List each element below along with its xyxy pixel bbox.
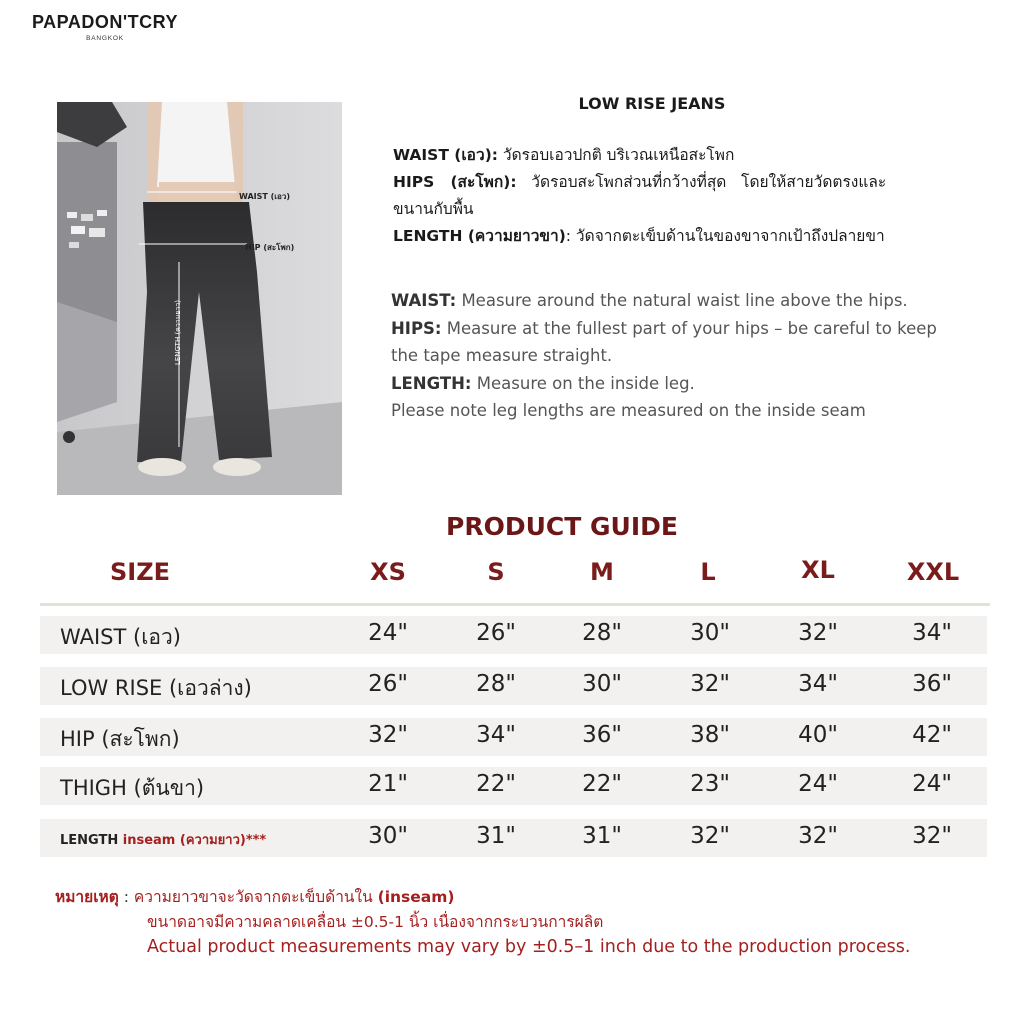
- table-cell: 24": [912, 771, 952, 797]
- table-cell: 30": [690, 620, 730, 646]
- thai-measurement-guide: [393, 142, 973, 250]
- row-label: WAIST (เอว): [60, 625, 181, 649]
- table-cell: 36": [582, 722, 622, 748]
- table-cell: 30": [582, 671, 622, 697]
- size-header-m: M: [590, 558, 614, 586]
- size-header-label: SIZE: [110, 558, 171, 586]
- size-header-s: S: [487, 558, 505, 586]
- header-divider: [40, 603, 990, 606]
- table-cell: 22": [476, 771, 516, 797]
- thai-hips-label: HIPS (สะโพก):: [393, 173, 517, 191]
- table-cell: 31": [476, 823, 516, 849]
- english-measurement-guide: [391, 287, 966, 425]
- table-cell: 36": [912, 671, 952, 697]
- thai-hips-text: วัดรอบสะโพกส่วนที่กว้างที่สุด โดยให้สายวัดตรงและ: [516, 173, 887, 191]
- thai-waist-line: [393, 142, 973, 169]
- table-cell: 26": [368, 671, 408, 697]
- thai-hips-line2: ขนานกับพื้น: [393, 200, 474, 218]
- table-cell: 28": [476, 671, 516, 697]
- en-inseam-note: Please note leg lengths are measured on the inside seam: [391, 401, 866, 420]
- product-title: LOW RISE JEANS: [578, 94, 726, 113]
- note-line-3: Actual product measurements may vary by ±0.5–1 inch due to the production process.: [147, 937, 911, 957]
- table-cell: 32": [912, 823, 952, 849]
- thai-length-label: LENGTH (ความยาวขา): [393, 227, 566, 245]
- row-label: LOW RISE (เอวล่าง): [60, 676, 252, 700]
- table-cell: 22": [582, 771, 622, 797]
- note-line-2: ขนาดอาจมีความคลาดเคลื่อน ±0.5-1 นิ้ว เนื่องจากกระบวนการผลิต: [147, 913, 604, 931]
- table-cell: 32": [798, 620, 838, 646]
- table-cell: 42": [912, 722, 952, 748]
- en-length-label: LENGTH:: [391, 373, 472, 393]
- table-row-thigh: [40, 767, 987, 805]
- table-cell: 32": [368, 722, 408, 748]
- table-cell: 23": [690, 771, 730, 797]
- table-row-hip: [40, 718, 987, 756]
- note-label: หมายเหตุ: [55, 888, 119, 906]
- table-row-waist: [40, 616, 987, 654]
- row-label: THIGH (ต้นขา): [60, 776, 205, 800]
- table-cell: 26": [476, 620, 516, 646]
- note-line1-text: ความยาวขาจะวัดจากตะเข็บด้านใน: [133, 888, 378, 906]
- photo-label-length: LENGTH (ความยาว): [174, 299, 183, 366]
- size-header-row: [0, 558, 1024, 594]
- en-hips-label: HIPS:: [391, 318, 442, 338]
- en-waist-label: WAIST:: [391, 291, 457, 310]
- en-waist-line: [391, 287, 966, 315]
- table-cell: 32": [690, 671, 730, 697]
- table-cell: 32": [690, 823, 730, 849]
- en-hips-line: [391, 315, 966, 370]
- table-cell: 34": [476, 722, 516, 748]
- table-cell: 31": [582, 823, 622, 849]
- row-label: HIP (สะโพก): [60, 727, 180, 751]
- photo-label-hip: HIP (สะโพก): [245, 243, 295, 252]
- en-waist-text: Measure around the natural waist line above the hips.: [456, 291, 908, 310]
- table-cell: 24": [368, 620, 408, 646]
- note-line-1: [55, 885, 995, 910]
- table-cell: 40": [798, 722, 838, 748]
- note-inseam: (inseam): [377, 888, 455, 906]
- row-label: [60, 829, 266, 850]
- table-cell: 28": [582, 620, 622, 646]
- row-label-inseam: inseam (ความยาว)***: [122, 833, 267, 848]
- thai-waist-text: วัดรอบเอวปกติ บริเวณเหนือสะโพก: [497, 146, 735, 164]
- table-cell: 34": [912, 620, 952, 646]
- note-sep: :: [118, 888, 134, 906]
- brand-location: BANGKOK: [86, 35, 124, 42]
- table-row-low-rise: [40, 667, 987, 705]
- table-cell: 21": [368, 771, 408, 797]
- en-length-line: [391, 370, 966, 398]
- thai-length-line: [393, 223, 973, 250]
- table-cell: 38": [690, 722, 730, 748]
- thai-length-text: : วัดจากตะเข็บด้านในของขาจากเป้าถึงปลายขา: [565, 227, 885, 245]
- brand-name: PAPADON'TCRY: [32, 12, 178, 32]
- table-cell: 30": [368, 823, 408, 849]
- table-row-length: [40, 819, 987, 857]
- en-length-text: Measure on the inside leg.: [471, 373, 695, 393]
- thai-waist-label: WAIST (เอว):: [393, 146, 498, 164]
- size-header-xxl: XXL: [906, 558, 960, 586]
- production-note: [55, 885, 995, 960]
- thai-hips-line: [393, 169, 973, 196]
- row-label-length: LENGTH: [60, 833, 123, 848]
- size-header-l: L: [700, 558, 716, 586]
- product-photo: [57, 102, 342, 495]
- product-guide-title: PRODUCT GUIDE: [446, 512, 678, 541]
- en-hips-text: Measure at the fullest part of your hips – be careful to keep the tape measure straight.: [391, 318, 937, 365]
- size-header-xs: XS: [370, 558, 406, 586]
- photo-label-waist: WAIST (เอว): [239, 192, 290, 201]
- size-header-xl: XL: [801, 556, 835, 584]
- brand-logo: [10, 12, 200, 42]
- table-cell: 34": [798, 671, 838, 697]
- table-cell: 32": [798, 823, 838, 849]
- table-cell: 24": [798, 771, 838, 797]
